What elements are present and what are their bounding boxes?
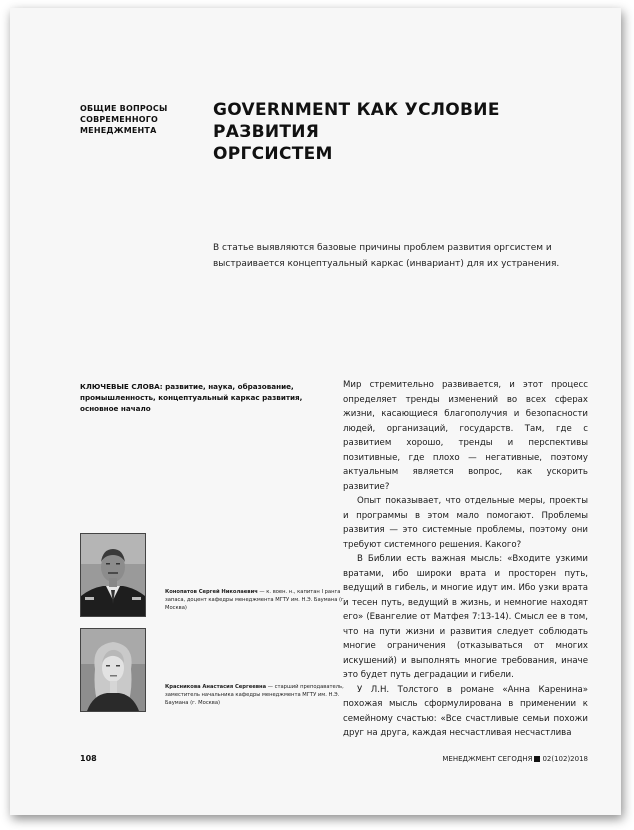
author-name: Конопатов Сергей Николаевич: [165, 589, 258, 595]
author-photo-2-image: [81, 629, 145, 711]
body-paragraph: У Л.Н. Толстого в романе «Анна Каренина» похожая мысль сформулирована в применении к семейному счастью: «Все счастливые семьи похожи друг на друга, каждая несчастливая несчастлива: [343, 684, 588, 738]
author-info-1: [165, 588, 347, 612]
section-label-line: МЕНЕДЖМЕНТА: [80, 126, 157, 135]
section-label-line: СОВРЕМЕННОГО: [80, 115, 159, 124]
journal-issue: 02(102)2018: [542, 755, 588, 763]
journal-page: [10, 8, 621, 815]
article-lead: В статье выявляются базовые причины проблем развития оргсистем и выстраивается концептуальный каркас (инвариант) для их устранения.: [213, 243, 560, 269]
journal-name: МЕНЕДЖМЕНТ СЕГОДНЯ: [442, 755, 533, 763]
author-photo-2: [80, 628, 146, 712]
article-title-line: ОРГСИСТЕМ: [213, 144, 333, 164]
author-bio: — к. воен. н., капитан I ранга запаса, доцент кафедры менеджмента МГТУ им. Н.Э. Баумана (г. Москва): [165, 589, 346, 611]
author-bio: — старший преподаватель, заместитель начальника кафедры менеджмента МГТУ им. Н.Э. Баумана (г. Москва): [165, 684, 344, 706]
article-body: [343, 378, 588, 741]
author-info-2: [165, 683, 347, 707]
body-paragraph: В Библии есть важная мысль: «Входите узкими вратами, ибо широки врата и просторен путь, ведущий в гибель, и многие идут им. Ибо узки врата и тесен путь, ведущий в жизнь, и немногие находят его» (Евангелие от Матфея 7:13-14). Смысл ее в том, что на пути жизни и развития следует соблюдать многие ограничения (отказываться от многих искушений) и выполнять многие требования, иначе это будет путь деградации и гибели.: [343, 554, 588, 680]
keywords-label: КЛЮЧЕВЫЕ СЛОВА:: [80, 382, 163, 391]
body-paragraph: Мир стремительно развивается, и этот процесс определяет тренды изменений во всех сферах жизни, касающиеся благополучия и безопасности людей, организаций, государств. Там, где с развитием хорошо, тренды и перспективы позитивные, где плохо — негативные, поэтому актуальным является вопрос, как ускорить развитие?: [343, 380, 588, 492]
article-title-line: GOVERNMENT КАК УСЛОВИЕ РАЗВИТИЯ: [213, 100, 500, 142]
keywords-text: развитие, наука, образование, промышленность, концептуальный каркас развития, основное начало: [80, 382, 303, 413]
author-photo-1-image: [81, 534, 145, 616]
article-title: [213, 99, 593, 165]
page-number: 108: [80, 754, 97, 763]
section-label: [80, 103, 190, 136]
author-name: Красникова Анастасия Сергеевна: [165, 684, 267, 690]
square-bullet-icon: [534, 756, 540, 762]
section-label-line: ОБЩИЕ ВОПРОСЫ: [80, 104, 168, 113]
body-paragraph: Опыт показывает, что отдельные меры, проекты и программы в этом мало помогают. Проблемы развития — это системные проблемы, поэтому они требуют системного решения. Какого?: [343, 496, 588, 550]
author-photo-1: [80, 533, 146, 617]
keywords: [80, 381, 342, 414]
journal-footer: [410, 754, 588, 764]
